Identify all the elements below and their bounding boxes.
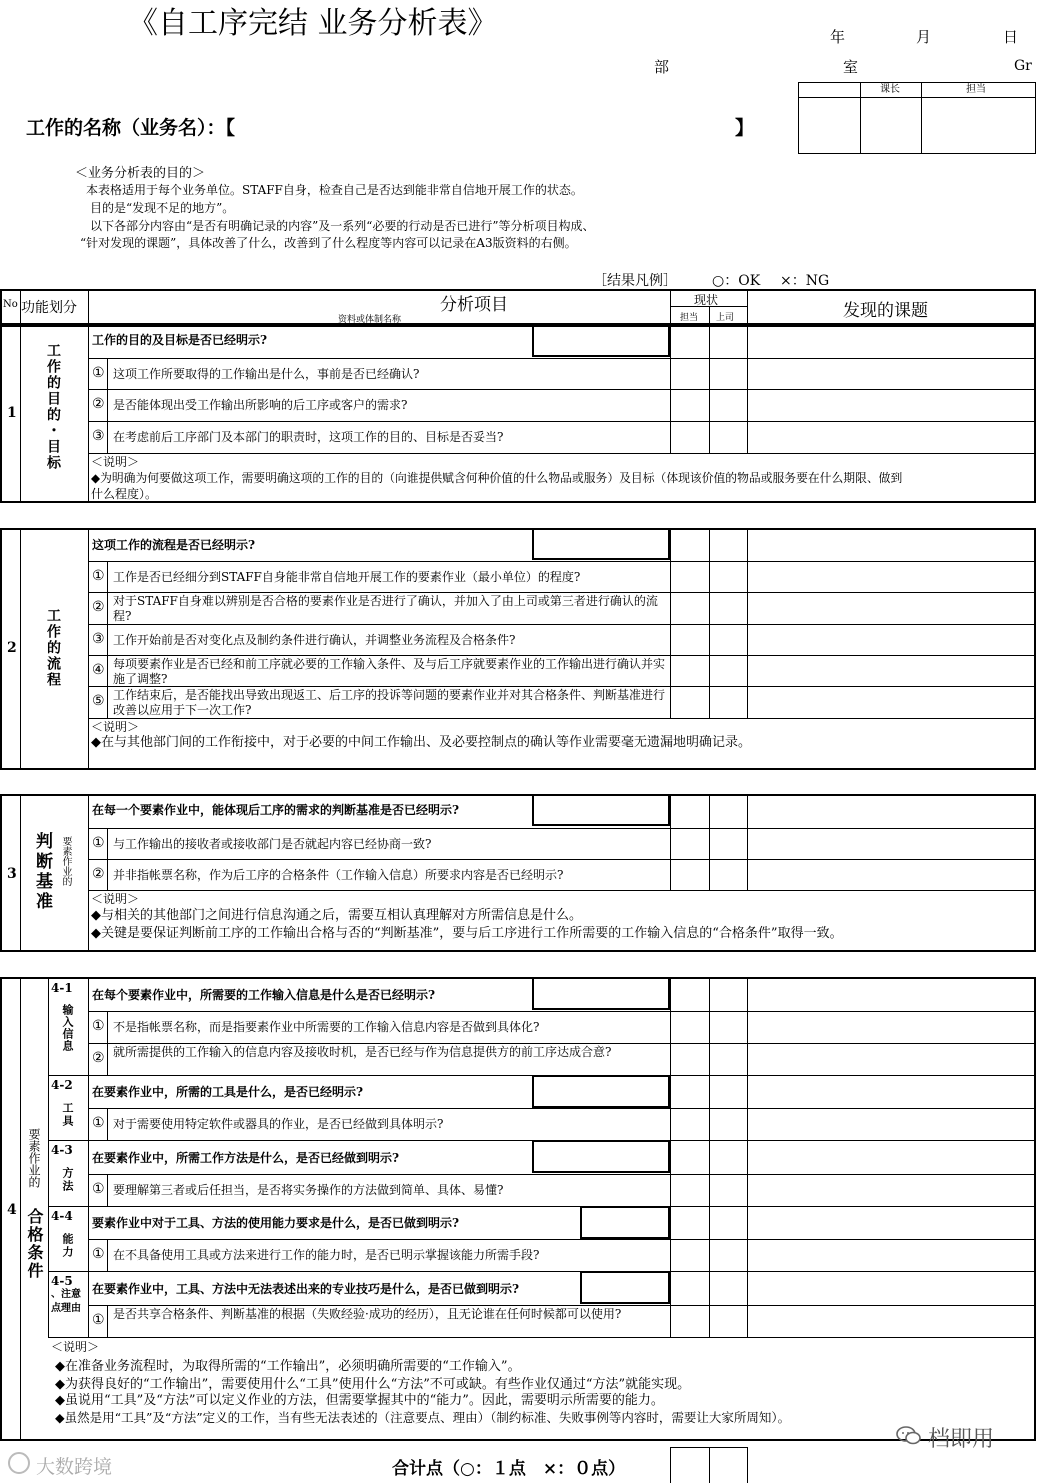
answer-box[interactable]: [580, 1271, 670, 1304]
section-main-question: 在要素作业中，所需工作方法是什么，是否已经做到明示?: [92, 1151, 400, 1165]
answer-box[interactable]: [532, 794, 670, 826]
item-index: ④: [92, 662, 105, 678]
section-main-question: 在要素作业中，所需的工具是什么，是否已经明示?: [92, 1085, 364, 1099]
answer-box[interactable]: [580, 1206, 670, 1239]
watermark-right: 档即用: [928, 1427, 995, 1452]
group-label: Gr: [1014, 58, 1032, 74]
section-func: 判断基准: [36, 832, 53, 912]
col-no: No: [3, 299, 18, 310]
item-index: ②: [92, 396, 105, 412]
section-main-question: 要素作业中对于工具、方法的使用能力要求是什么，是否已做到明示?: [92, 1216, 460, 1230]
item-index: ①: [92, 1312, 105, 1328]
total-box-staff[interactable]: [670, 1447, 710, 1483]
sub-name: 工具: [61, 1102, 74, 1128]
note-line: ◆虽说用“工具”及“方法”可以定义作业的方法，但需要掌握其中的“能力”。因此，需要明示所需要的能力。: [55, 1393, 664, 1408]
dept-label: 部: [654, 58, 670, 76]
watermark-left-logo: [8, 1452, 30, 1474]
section-main-question: 在要素作业中，工具、方法中无法表述出来的专业技巧是什么，是否已做到明示?: [92, 1282, 520, 1296]
check-item: 与工作输出的接收者或接收部门是否就起内容已经协商一致?: [113, 837, 432, 851]
note-line: ◆为明确为何要做这项工作，需要明确这项的工作的目的（向谁提供赋含何种价值的什么物品或服务）及目标（体现该价值的物品或服务要在什么期限、做到: [91, 471, 903, 485]
date-year-label: 年: [830, 28, 846, 46]
answer-box[interactable]: [532, 325, 670, 357]
item-index: ①: [92, 1181, 105, 1197]
approval-box: [798, 82, 1036, 154]
section-main-question: 这项工作的流程是否已经明示?: [92, 538, 256, 552]
job-name-close: 】: [735, 117, 755, 139]
date-month-label: 月: [916, 28, 932, 46]
approval-col-manager: 课长: [880, 84, 900, 95]
section-main-question: 在每个要素作业中，所需要的工作输入信息是什么是否已经明示?: [92, 988, 436, 1002]
page-title: 《自工序完结 业务分析表》: [128, 6, 498, 41]
purpose-line: 以下各部分内容由“是否有明确记录的内容”及一系列“必要的行动是否已进行”等分析项目构成、: [90, 219, 595, 233]
note-line: ◆关键是要保证判断前工序的工作输出合格与否的“判断基准”，要与后工序进行工作所需要的工作输入信息的“合格条件”取得一致。: [91, 926, 843, 941]
check-item: 在考虑前后工序部门及本部门的职责时，这项工作的目的、目标是否妥当?: [113, 430, 504, 444]
sub-name: 方法: [61, 1167, 74, 1193]
note-line: ◆虽然是用“工具”及“方法”定义的工作，当有些无法表述的（注意要点、理由）（制约标准、失败事例等内容时，需要让大家所周知）。: [55, 1410, 791, 1425]
check-item: 这项工作所要取得的工作输出是什么，事前是否已经确认?: [113, 367, 420, 381]
check-item: 每项要素作业是否已经和前工序就必要的工作输入条件、及与后工序就要素作业的工作输出进行确认并实施了调整?: [113, 657, 666, 686]
check-item: 工作是否已经细分到STAFF自身能非常自信地开展工作的要素作业（最小单位）的程度?: [113, 570, 581, 584]
col-status: 现状: [694, 293, 719, 307]
section-func-sub: 要素作业的: [27, 1128, 41, 1188]
check-item: 工作开始前是否对变化点及制约条件进行确认，并调整业务流程及合格条件?: [113, 633, 516, 647]
section-no: 4: [7, 1202, 17, 1218]
job-name-label: 工作的名称（业务名）：【: [26, 117, 236, 139]
col-items-sub: 资料或体制名称: [338, 315, 402, 325]
approval-col-staff: 担当: [966, 84, 986, 95]
section-func: 合格条件: [25, 1208, 44, 1280]
note-line: ◆为获得良好的“工作输出”，需要使用什么“工具”使用什么“方法”不可或缺。有些作业仅通过“方法”就能实现。: [55, 1377, 691, 1392]
check-item: 工作结束后，是否能找出导致出现返工、后工序的投诉等问题的要素作业并对其合格条件、判断基准进行改善以应用于下一次工作?: [113, 688, 666, 717]
purpose-heading: ＜业务分析表的目的＞: [75, 166, 206, 181]
item-index: ②: [92, 1050, 105, 1066]
check-item: 并非指帐票名称，作为后工序的合格条件（工作输入信息）所要求内容是否已经明示?: [113, 868, 564, 882]
note-head: ＜说明＞: [91, 455, 140, 469]
watermark-left: 大数跨境: [36, 1456, 113, 1478]
check-item: 对于需要使用特定软件或器具的作业，是否已经做到具体明示?: [113, 1117, 444, 1131]
total-points-label: 合计点（○：１点 ×：０点）: [392, 1459, 626, 1479]
note-head: ＜说明＞: [91, 720, 140, 734]
item-index: ②: [92, 599, 105, 615]
purpose-line: 本表格适用于每个业务单位。STAFF自身，检查自己是否达到能非常自信地开展工作的状态。: [86, 183, 583, 197]
sub-name: 能力: [61, 1233, 74, 1259]
check-item: 要理解第三者或后任担当，是否将实务操作的方法做到简单、具体、易懂?: [113, 1183, 504, 1197]
item-index: ①: [92, 568, 105, 584]
col-status-staff: 担当: [680, 313, 699, 323]
section-no: 3: [7, 866, 17, 882]
section-func: 工作的流程: [45, 608, 61, 688]
legend-label: ［结果凡例］: [593, 273, 677, 289]
date-day-label: 日: [1003, 28, 1019, 46]
item-index: ③: [92, 428, 105, 444]
wechat-icon: [896, 1425, 922, 1447]
legend-ng: ×：NG: [780, 273, 830, 289]
item-index: ①: [92, 835, 105, 851]
check-item: 是否共享合格条件、判断基准的根据（失败经验·成功的经历），且无论谁在任何时候都可以使用?: [113, 1307, 622, 1321]
total-box-boss[interactable]: [709, 1447, 748, 1483]
note-line: 什么程度）。: [91, 487, 158, 501]
col-func: 功能划分: [21, 300, 77, 316]
check-item: 就所需提供的工作输入的信息内容及接收时机，是否已经与作为信息提供方的前工序达成合意?: [113, 1045, 612, 1059]
section-main-question: 工作的目的及目标是否已经明示?: [92, 333, 268, 347]
check-item: 是否能体现出受工作输出所影响的后工序或客户的需求?: [113, 398, 408, 412]
purpose-line: “针对发现的课题”，具体改善了什么，改善到了什么程度等内容可以记录在A3版资料的右侧。: [80, 236, 577, 250]
item-index: ②: [92, 866, 105, 882]
note-line: ◆在准备业务流程时，为取得所需的“工作输出”，必须明确所需要的“工作输入”。: [55, 1359, 521, 1374]
sub-name: 输入信息: [61, 1004, 74, 1052]
item-index: ①: [92, 1115, 105, 1131]
note-head: ＜说明＞: [51, 1340, 100, 1354]
section-no: 2: [7, 640, 17, 656]
check-item: 不是指帐票名称，而是指要素作业中所需要的工作输入信息内容是否做到具体化?: [113, 1020, 540, 1034]
sub-code: 4-3: [51, 1143, 73, 1157]
item-index: ①: [92, 365, 105, 381]
col-items: 分析项目: [440, 295, 508, 315]
item-index: ①: [92, 1018, 105, 1034]
answer-box[interactable]: [532, 1075, 670, 1108]
answer-box[interactable]: [532, 1140, 670, 1173]
room-label: 室: [843, 58, 859, 76]
item-index: ③: [92, 631, 105, 647]
section-func-sub: 要素作业的: [60, 836, 71, 886]
note-line: ◆与相关的其他部门之间进行信息沟通之后，需要互相认真理解对方所需信息是什么。: [91, 908, 582, 923]
col-status-boss: 上司: [716, 313, 735, 323]
sub-name: 、注意点理由: [51, 1289, 81, 1314]
sub-code: 4-1: [51, 981, 73, 995]
check-item: 对于STAFF自身难以辨别是否合格的要素作业是否进行了确认，并加入了由上司或第三者进行确认的流程?: [113, 594, 658, 623]
section-func: 工作的目的・目标: [45, 343, 61, 471]
section-2: [0, 528, 1036, 770]
answer-box[interactable]: [532, 977, 670, 1010]
col-issues: 发现的课题: [843, 301, 928, 321]
note-head: ＜说明＞: [91, 892, 140, 906]
check-item: 在不具备使用工具或方法来进行工作的能力时，是否已明示掌握该能力所需手段?: [113, 1248, 540, 1262]
sub-code: 4-2: [51, 1078, 73, 1092]
sub-code: 4-5: [51, 1274, 73, 1288]
item-index: ⑤: [92, 693, 105, 709]
note-line: ◆在与其他部门间的工作衔接中，对于必要的中间工作输出、及必要控制点的确认等作业需要毫无遗漏地明确记录。: [91, 735, 751, 750]
answer-box[interactable]: [532, 528, 670, 560]
section-no: 1: [7, 405, 17, 421]
item-index: ①: [92, 1246, 105, 1262]
legend-ok: ○：OK: [712, 273, 761, 289]
section-main-question: 在每一个要素作业中，能体现后工序的需求的判断基准是否已经明示?: [92, 803, 460, 817]
sub-code: 4-4: [51, 1209, 73, 1223]
purpose-line: 目的是“发现不足的地方”。: [90, 201, 235, 215]
